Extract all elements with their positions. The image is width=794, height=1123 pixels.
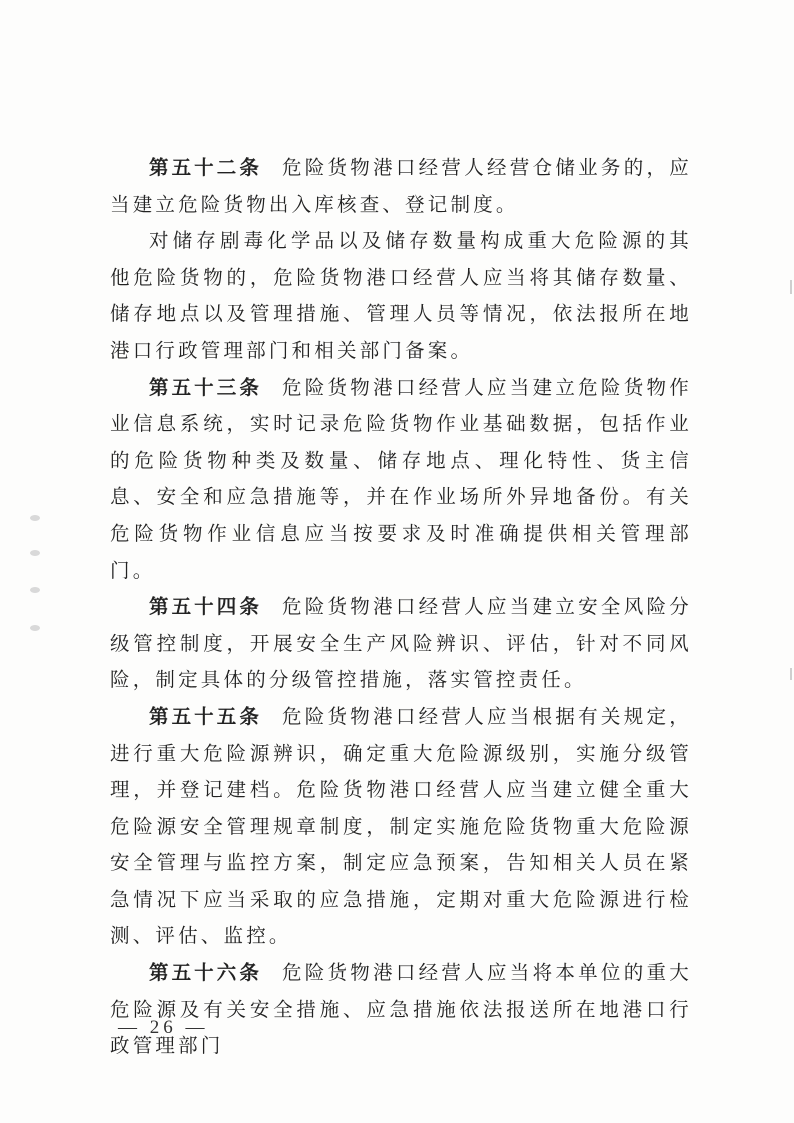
article-text: 危险货物港口经营人应当根据有关规定，进行重大危险源辨识，确定重大危险源级别，实施分级管理，并登记建档。危险货物港口经营人应当建立健全重大危险源安全管理规章制度，制定实施危险货物重大危险源安全管理与监控方案，制定应急预案，告知相关人员在紧急情况下应当采取的应急措施，定期对重大危险源进行检测、评估、监控。 — [110, 704, 692, 948]
article-number: 第五十三条 — [149, 375, 262, 399]
paragraph-article-56 — [110, 955, 692, 1065]
article-text: 危险货物港口经营人应当建立危险货物作业信息系统，实时记录危险货物作业基础数据，包括作业的危险货物种类及数量、储存地点、理化特性、货主信息、安全和应急措施等，并在作业场所外异地备份。有关危险货物作业信息应当按要求及时准确提供相关管理部门。 — [110, 375, 692, 582]
article-text: 危险货物港口经营人经营仓储业务的，应当建立危险货物出入库核查、登记制度。 — [110, 156, 692, 216]
paragraph-article-52 — [110, 150, 692, 223]
scan-edge-mark — [790, 668, 792, 680]
scan-speck-mark — [30, 550, 40, 556]
article-number: 第五十四条 — [149, 595, 262, 619]
article-number: 第五十二条 — [149, 156, 262, 179]
document-body — [110, 150, 692, 1065]
paragraph-article-54 — [110, 589, 692, 699]
article-number: 第五十五条 — [149, 704, 262, 728]
paragraph-article-52-cont — [110, 223, 692, 369]
scan-speck-mark — [30, 587, 40, 593]
scan-edge-mark — [790, 280, 792, 294]
page-number: — 26 — — [118, 1017, 209, 1038]
article-text: 危险货物港口经营人应当将本单位的重大危险源及有关安全措施、应急措施依法报送所在地港口行政管理部门 — [110, 961, 692, 1058]
scan-speck-mark — [30, 625, 40, 631]
article-text: 对储存剧毒化学品以及储存数量构成重大危险源的其他危险货物的，危险货物港口经营人应当将其储存数量、储存地点以及管理措施、管理人员等情况，依法报所在地港口行政管理部门和相关部门备案。 — [110, 229, 692, 362]
article-number: 第五十六条 — [149, 961, 262, 985]
scan-speck-mark — [30, 515, 40, 521]
paragraph-article-55 — [110, 699, 692, 955]
article-text: 危险货物港口经营人应当建立安全风险分级管控制度，开展安全生产风险辨识、评估，针对不同风险，制定具体的分级管控措施，落实管控责任。 — [110, 595, 692, 692]
paragraph-article-53 — [110, 370, 692, 590]
